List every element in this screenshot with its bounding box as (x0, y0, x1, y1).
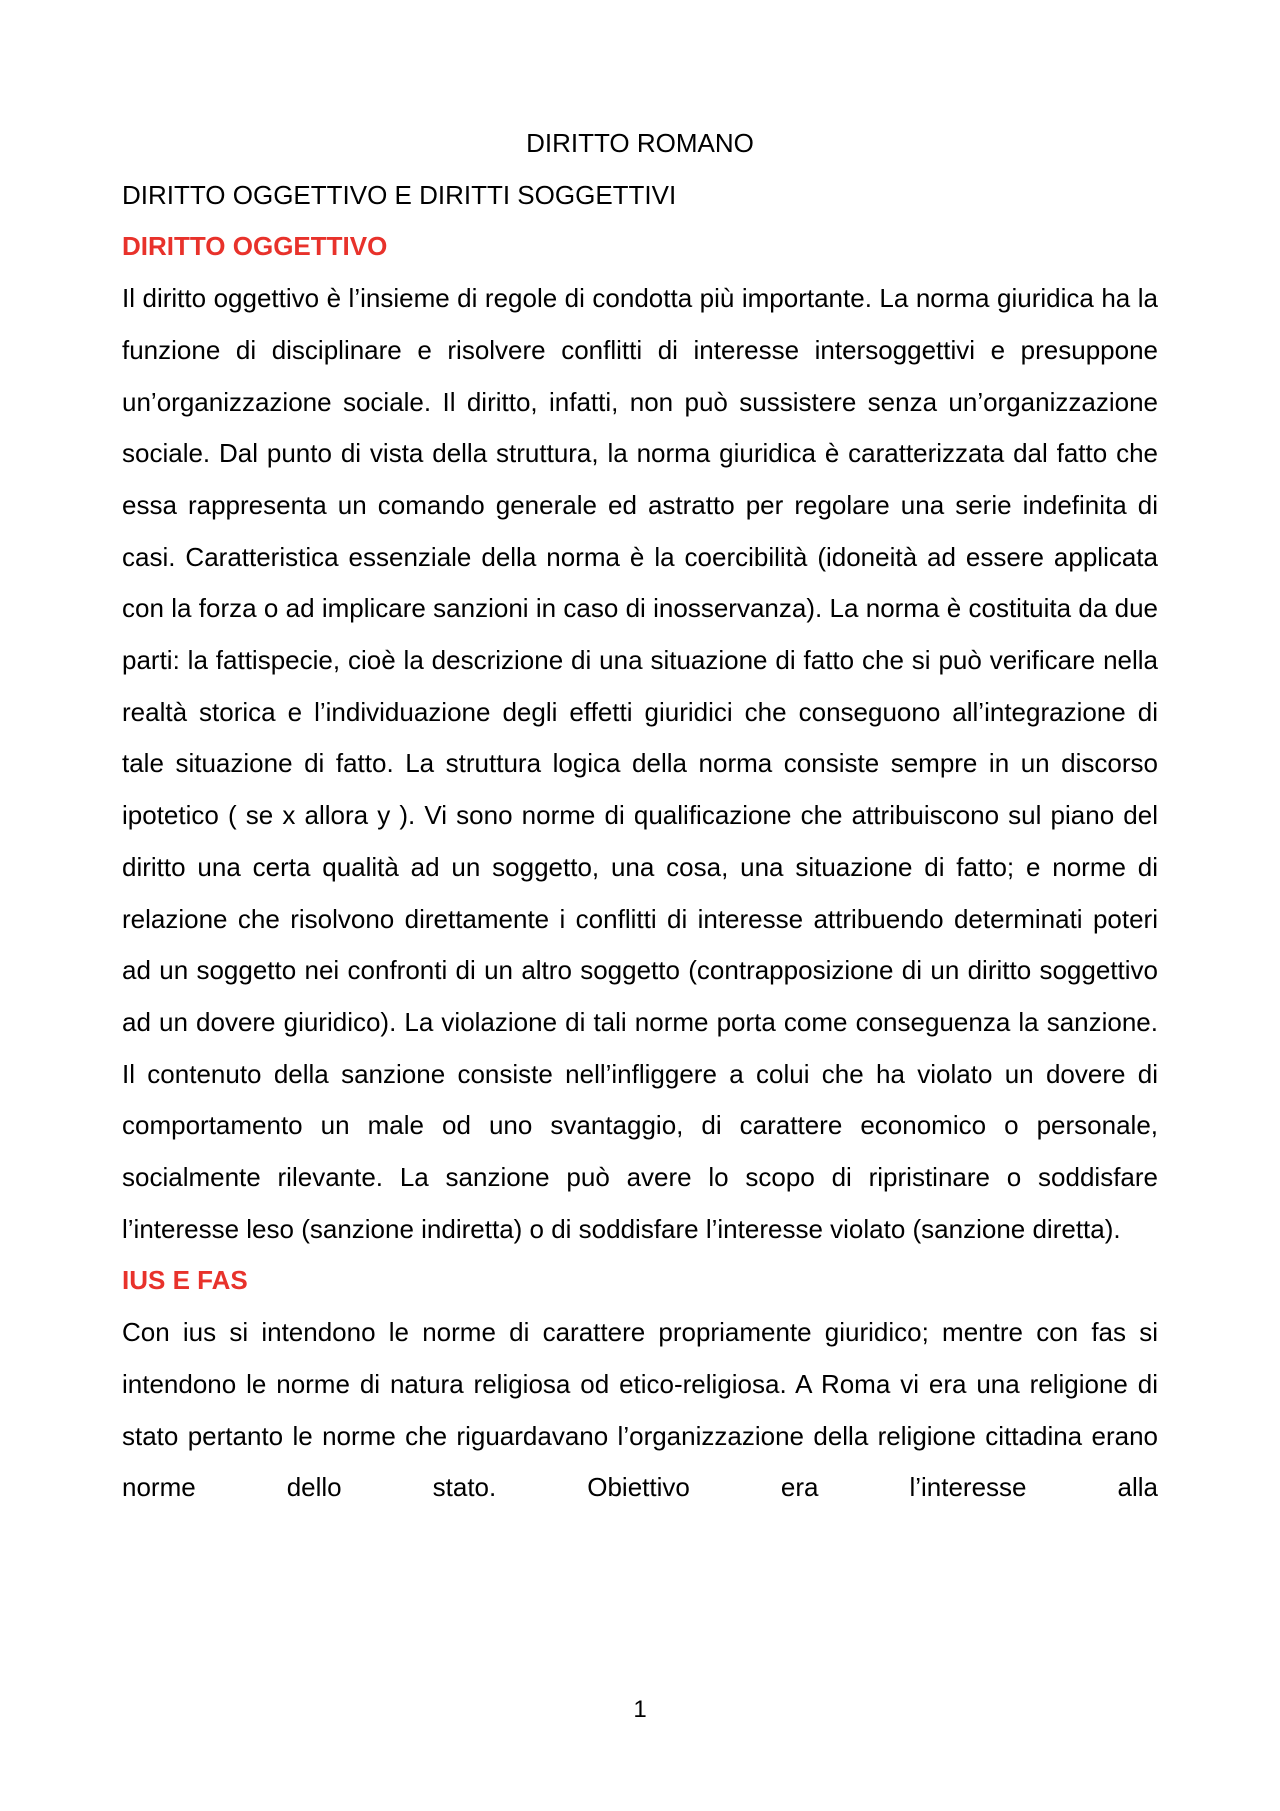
section-paragraph-diritto-oggettivo: Il diritto oggettivo è l’insieme di regole di condotta più importante. La norma giuridica ha la funzione di disciplinare e risolvere conflitti di interesse intersoggettivi e presuppone un’organizzazione sociale. Il diritto, infatti, non può sussistere senza un’organizzazione sociale. Dal punto di vista della struttura, la norma giuridica è caratterizzata dal fatto che essa rappresenta un comando generale ed astratto per regolare una serie indefinita di casi. Caratteristica essenziale della norma è la coercibilità (idoneità ad essere applicata con la forza o ad implicare sanzioni in caso di inosservanza). La norma è costituita da due parti: la fattispecie, cioè la descrizione di una situazione di fatto che si può verificare nella realtà storica e l’individuazione degli effetti giuridici che conseguono all’integrazione di tale situazione di fatto. La struttura logica della norma consiste sempre in un discorso ipotetico ( se x allora y ). Vi sono norme di qualificazione che attribuiscono sul piano del diritto una certa qualità ad un soggetto, una cosa, una situazione di fatto; e norme di relazione che risolvono direttamente i conflitti di interesse attribuendo determinati poteri ad un soggetto nei confronti di un altro soggetto (contrapposizione di un diritto soggettivo ad un dovere giuridico). La violazione di tali norme porta come conseguenza la sanzione. Il contenuto della sanzione consiste nell’infliggere a colui che ha violato un dovere di comportamento un male od uno svantaggio, di carattere economico o personale, socialmente rilevante. La sanzione può avere lo scopo di ripristinare o soddisfare l’interesse leso (sanzione indiretta) o di soddisfare l’interesse violato (sanzione diretta). (122, 283, 1158, 1244)
page-number: 1 (633, 1696, 647, 1723)
document-subtitle: DIRITTO OGGETTIVO E DIRITTI SOGGETTIVI (122, 179, 677, 210)
section-paragraph-ius-e-fas: Con ius si intendono le norme di carattere propriamente giuridico; mentre con fas si intendono le norme di natura religiosa od etico-religiosa. A Roma vi era una religione di stato pertanto le norme che riguardavano l’organizzazione della religione cittadina erano norme dello stato. Obiettivo era l’interesse alla (122, 1317, 1158, 1503)
section-heading-ius-e-fas: IUS E FAS (122, 1265, 248, 1296)
section-heading-diritto-oggettivo: DIRITTO OGGETTIVO (122, 231, 388, 262)
document-body (122, 118, 1158, 1514)
document-title: DIRITTO ROMANO (526, 128, 754, 158)
